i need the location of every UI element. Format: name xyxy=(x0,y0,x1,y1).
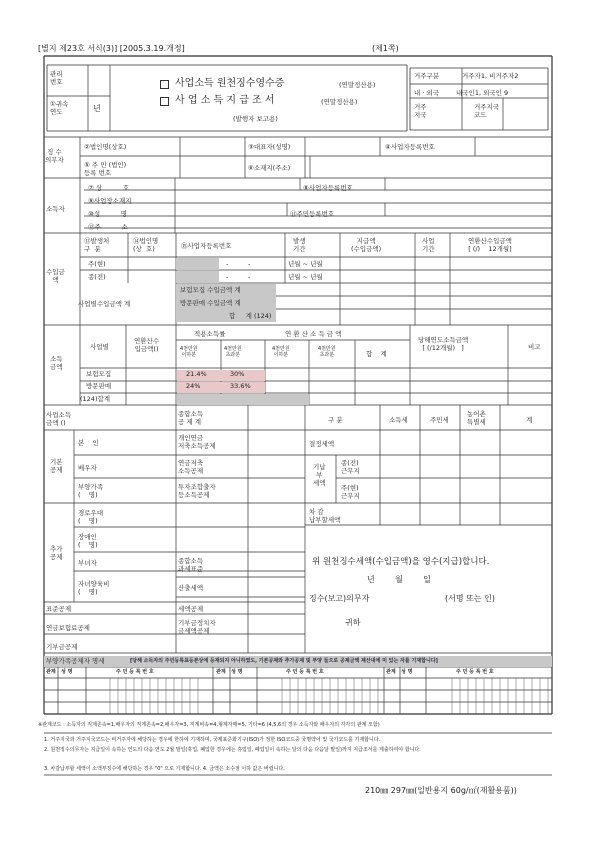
col-name: 성 명 xyxy=(61,669,73,675)
shaded-cell xyxy=(176,258,219,270)
residence-type-values: 거주자1, 비거주자2 xyxy=(462,72,519,80)
col-relation: 관계 xyxy=(216,669,226,675)
disabled-label: 장애인 ( 명) xyxy=(78,533,98,549)
comp-deduction-total: 종합소득 공 제 계 xyxy=(178,410,204,426)
income-rate-b: 30% xyxy=(230,370,245,378)
col-corp-name: ⑭법인명 (상 호) xyxy=(133,237,159,253)
statement-text: 위 원천징수세액(수입금액)을 영수(지급)합니다. xyxy=(312,557,490,567)
income-amount-section: 수입금 액 xyxy=(46,268,65,284)
residence-country-code-label: 거주지국 코드 xyxy=(474,103,500,119)
donation-deduction: 기부금공제 xyxy=(46,643,78,651)
biz-income-total-label: 사업별수입금액 계 xyxy=(78,300,131,308)
period-prev: 년월 ~ 년월 xyxy=(288,273,323,281)
col-income-tax: 소득세 xyxy=(389,416,408,424)
withholding-agent-section: 징 수 의무자 xyxy=(45,148,64,164)
earner-name-label: ⑩성 명 xyxy=(88,210,128,218)
col-biz-reg-no: ⑮사업자등록번호 xyxy=(181,242,232,250)
row-main: 주(현) xyxy=(88,260,106,268)
page-label: (제1쪽) xyxy=(372,44,399,53)
col-name: 성 명 xyxy=(401,669,413,675)
tax-credit: 세액공제 xyxy=(178,605,204,613)
col-resident-id: 주 민 등 록 번 호 xyxy=(116,669,154,675)
calc-tax: 산출세액 xyxy=(178,584,204,592)
dependents-label: 부양가족 ( 명) xyxy=(78,483,104,499)
col-biz-period: 사업 기간 xyxy=(422,237,435,253)
sub-rate-b: 4천만원 초과분 xyxy=(224,346,242,358)
residence-country-label: 거주 지국 xyxy=(414,103,427,119)
col-relation: 관계 xyxy=(46,669,56,675)
col-rural-tax: 농어촌 특별세 xyxy=(467,410,486,426)
dash: - xyxy=(226,273,229,281)
year-label: ①귀속 연도 xyxy=(50,100,69,116)
donation-credit: 기부금정치자 금세액공제 xyxy=(178,619,216,635)
income-rate-a: 21.4% xyxy=(186,370,207,378)
self-label: 본 인 xyxy=(78,439,99,447)
earner-address-label: ⑫주 소 xyxy=(88,223,128,231)
dependents-header: 부양가족공제자 명세 xyxy=(46,657,105,665)
footnote-3: 3. 차감납부할 세액이 소액부징수에 해당하는 경우 "0" 으로 기재합니다. 4. 금액은 소수점 이하 값은 버립니다. xyxy=(44,766,285,772)
col-apply-rate: 적용소득률 xyxy=(194,330,226,338)
income-row-label: 보험모집 xyxy=(86,370,112,378)
dash: - xyxy=(248,260,251,268)
earner-trade-name-label: ⑦ 상 호 xyxy=(88,184,130,192)
dash: - xyxy=(226,260,229,268)
col-total: 계 xyxy=(526,416,533,424)
sub-amount-a: 4천만원 이하분 xyxy=(272,346,290,358)
income-earner-section: 소득자 xyxy=(46,205,65,213)
period-main: 년월 ~ 년월 xyxy=(288,260,323,268)
prepaid-main: 종(전) 근무지 xyxy=(341,459,360,475)
standard-deduction: 표준공제 xyxy=(46,605,72,613)
representative-label: ③대표자(성명) xyxy=(248,143,291,151)
insurance-income-total: 보험모집 수입금액 계 xyxy=(180,286,241,294)
income-row-label: (124)합계 xyxy=(80,395,111,403)
prepaid-tax: 기납 부 세액 xyxy=(313,463,326,487)
statement-to: 귀하 xyxy=(345,618,361,627)
col-note: 비고 xyxy=(528,343,541,351)
row-prev: 종(전) xyxy=(88,273,106,281)
dependents-header-note: [당해 소득자의 주민등록표등본상에 등재되지 아니하였도, 기본공제와 추가공제 및 부양 들으로 공제금액 제산내에 미 있는 자를 기재합니다] xyxy=(130,658,438,664)
child-label: 자녀양육비 ( 명) xyxy=(78,580,110,596)
col-relation: 관계 xyxy=(386,669,396,675)
col-current-year: 당해연도소득금액 [ (/12개월) ] xyxy=(418,336,469,352)
form-code: [별지 제23호 서식(3)] [2005.3.19.개정] xyxy=(38,44,185,53)
title2-note: (연말정산용) xyxy=(321,98,358,106)
statement-sign: (서명 또는 인) xyxy=(445,594,495,603)
col-resident-id: 주 민 등 록 번 호 xyxy=(456,669,494,675)
footnote-1: 1. 거주지국과 거주지국코드는 비거주자에 해당하는 경우에 한하여 기재하며, 국제표준화기구(ISO)가 정한 ISO코드중 국명약어 및 국가코드를 기재합니다. xyxy=(44,737,381,743)
col-resident-id: 주 민 등 록 번 호 xyxy=(286,669,324,675)
col-source-type: ⑬발생처 구 분 xyxy=(84,237,110,253)
invest-deduction: 투자조합출자 등소득공제 xyxy=(178,483,216,499)
residence-type-label: 거주구분 xyxy=(414,72,440,80)
col-resident-tax: 주민세 xyxy=(430,416,449,424)
income-rate-b: 33.6% xyxy=(230,382,251,390)
paper-spec: 210㎜ 297㎜(일반용지 60g/㎡(재활용품)) xyxy=(365,786,517,795)
elderly-label: 경로우대 ( 명) xyxy=(78,509,104,525)
col-annual-amount: 연 환 산 소 득 금 액 xyxy=(285,330,342,338)
determined-tax: 결정세액 xyxy=(309,440,335,448)
balance-tax: 차 감 납부할세액 xyxy=(309,508,341,524)
domestic-foreign-label: 내 · 외국 xyxy=(414,89,440,97)
title1-checkbox[interactable] xyxy=(160,80,169,89)
domestic-foreign-values: 내국인1, 외국인 9 xyxy=(456,89,509,97)
dash: - xyxy=(248,273,251,281)
income-section: 소득 금액 xyxy=(50,355,63,371)
title1: 사업소득 원천징수영수증 xyxy=(175,78,285,89)
title-sub: (발행자 보고용) xyxy=(233,115,278,123)
corp-name-label: ②법인명(상호) xyxy=(84,143,127,151)
sub-total: 합 계 xyxy=(366,350,387,358)
relation-code-note: ※관계코드 : 소득자의 직계존속=1,배우자의 직계존속=2,배우자=3, 직계비속=4,형제자매=5, 기타=6 (4,5,6의 경우 소득자와 배우자의 각각의 관계 모함) xyxy=(38,722,380,728)
col-name: 성 명 xyxy=(231,669,243,675)
basic-deduction-section: 기본 공제 xyxy=(50,458,63,474)
col-paid: 지급액 (수입금액) xyxy=(351,237,382,253)
income-grand-total: 합 계 (124) xyxy=(229,312,272,320)
title1-note: (연말정산용) xyxy=(339,81,376,89)
earner-biz-address-label: ⑨사업장소재지 xyxy=(88,197,132,205)
tax-base: 종합소득 과세표준 xyxy=(178,557,204,573)
resident-reg-label: ⑤ 주 민 (법인) 등록 번호 xyxy=(84,161,127,177)
col-division: 구 분 xyxy=(328,416,343,424)
col-annualized: 연환산수입금액 [ (/) 12개월] xyxy=(468,237,512,253)
year-unit: 년 xyxy=(93,104,101,113)
earner-resident-reg-label: ⑪주민등록번호 xyxy=(290,210,335,218)
additional-deduction-section: 추가 공제 xyxy=(50,545,63,561)
pension-insurance-deduction: 연금보험료공제 xyxy=(46,624,90,632)
prepaid-current: 주(현) 근무지 xyxy=(341,484,360,500)
spouse-label: 배우자 xyxy=(78,464,97,472)
footnote-2: 2. 원천징수의무자는 지급일이 속하는 연도의 다음 연도 2월 말일(휴업, 폐업한 경우에는 휴업일, 폐업일이 속하는 달의 다음 다음달 말일)까지 지급조서를 제출하여야 합니다. xyxy=(44,747,421,753)
title2: 사 업 소 득 지 급 조 서 xyxy=(175,95,275,106)
income-rate-a: 24% xyxy=(186,382,201,390)
title2-checkbox[interactable] xyxy=(160,97,169,106)
col-annual-income: 연환산수 입금액() xyxy=(134,337,160,353)
sales-income-total: 방문판매 수입금액 계 xyxy=(180,299,241,307)
sub-rate-a: 4천만원 이하분 xyxy=(180,346,198,358)
shaded-cell xyxy=(176,271,219,283)
pension-deduction: 개인연금 저축소득공제 xyxy=(178,434,216,450)
address-label: ⑥소재지(주소) xyxy=(248,164,291,172)
col-biz: 사업별 xyxy=(90,343,109,351)
income-row-label: 방문판매 xyxy=(86,382,112,390)
mgmt-no-label: 관리 번호 xyxy=(50,70,63,86)
earner-biz-reg-label: ⑧사업자등록번호 xyxy=(303,184,353,192)
statement-agent: 징수(보고)의무자 xyxy=(309,594,370,603)
biz-income-amount: 사업소득 금액 () xyxy=(46,411,72,427)
sub-amount-b: 4천만원 초과분 xyxy=(318,346,336,358)
woman-label: 부녀자 xyxy=(78,559,97,567)
pension-savings: 연금저축 소득공제 xyxy=(178,459,204,475)
col-period: 발생 기간 xyxy=(293,237,306,253)
statement-date: 년 월 일 xyxy=(367,575,431,584)
biz-reg-no-label: ④사업자등록번호 xyxy=(385,143,435,151)
shaded-cell xyxy=(177,394,309,405)
